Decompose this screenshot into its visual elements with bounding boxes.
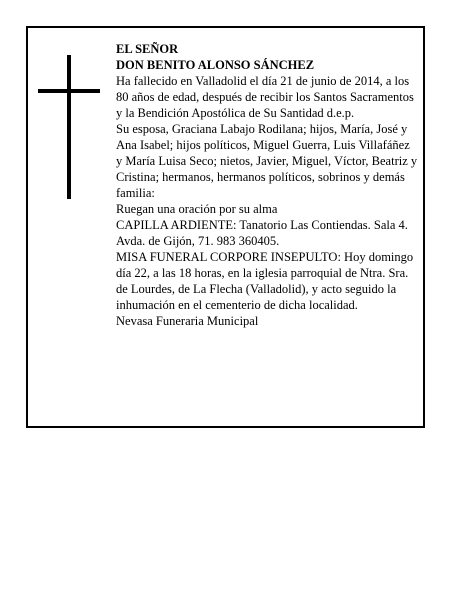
death-paragraph: Ha fallecido en Valladolid el día 21 de junio de 2014, a los 80 años de edad, después de recibir los Santos Sacramentos y la Bendición Apostólica de Su Santidad d.e.p. (116, 74, 414, 120)
funeral-paragraph: MISA FUNERAL CORPORE INSEPULTO: Hoy domingo día 22, a las 18 horas, en la iglesia parroquial de Ntra. Sra. de Lourdes, de La Flecha (Valladolid), y acto seguido la inhumación en el cementerio de dicha localidad. (116, 250, 414, 312)
deceased-name: DON BENITO ALONSO SÁNCHEZ (116, 58, 315, 72)
chapel-paragraph: CAPILLA ARDIENTE: Tanatorio Las Contiendas. Sala 4. Avda. de Gijón, 71. 983 360405. (116, 218, 408, 248)
obituary-notice (26, 26, 425, 428)
cross-icon (38, 55, 100, 199)
notice-text (116, 41, 418, 329)
family-paragraph: Su esposa, Graciana Labajo Rodilana; hijos, María, José y Ana Isabel; hijos políticos, Miguel Guerra, Luis Villafáñez y María Luisa Seco; nietos, Javier, Miguel, Víctor, Beatriz y Cristina; hermanos, hermanos políticos, sobrinos y demás familia: (116, 122, 418, 200)
prayer-line: Ruegan una oración por su alma (116, 202, 278, 216)
notice-title: EL SEÑOR (116, 42, 179, 56)
funeral-home: Nevasa Funeraria Municipal (116, 314, 259, 328)
